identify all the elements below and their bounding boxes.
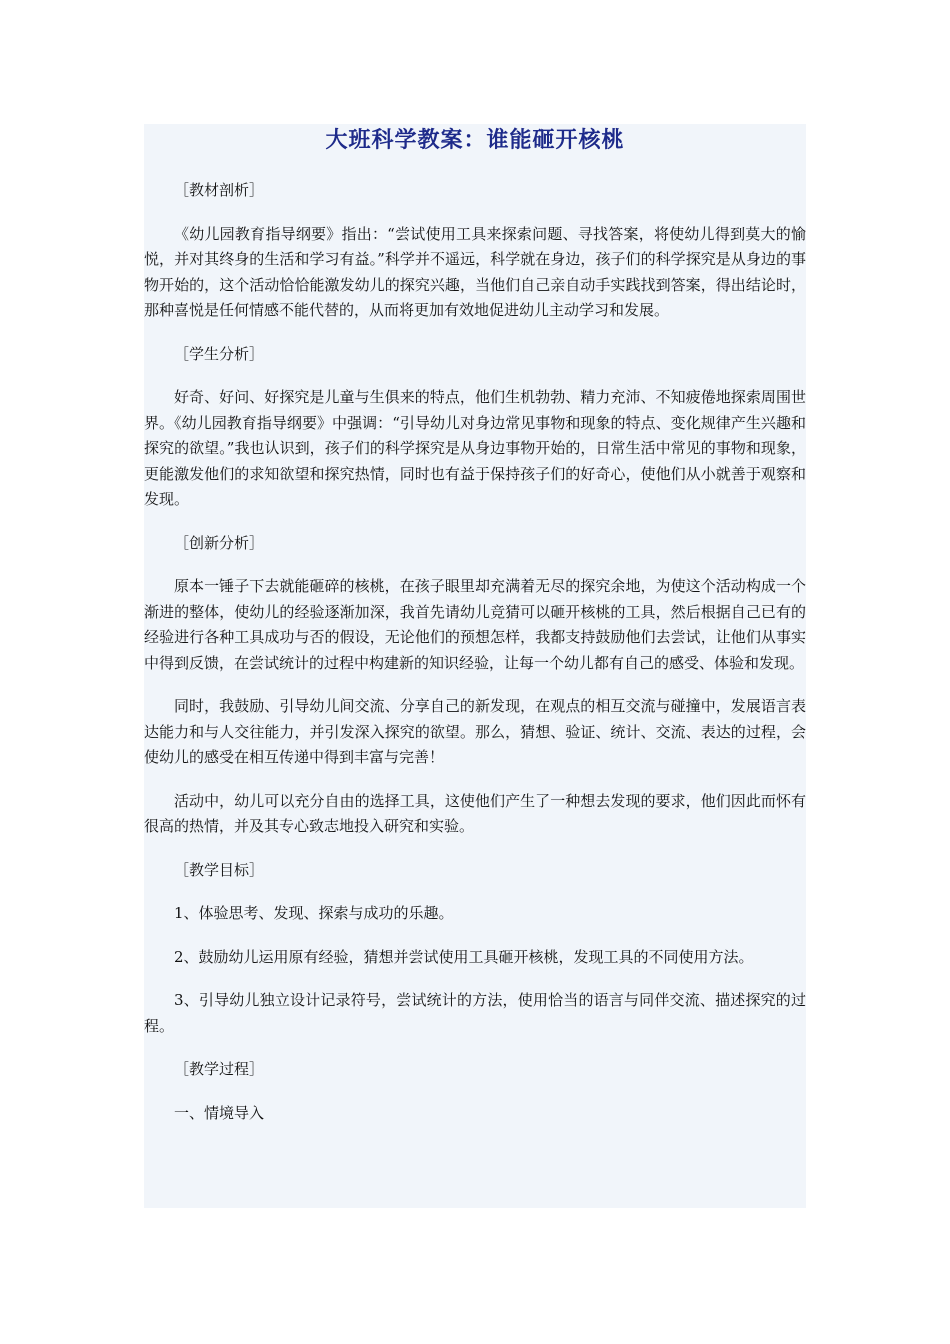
spacer [144, 324, 806, 342]
goal-item-2: 2、鼓励幼儿运用原有经验，猜想并尝试使用工具砸开核桃，发现工具的不同使用方法。 [174, 947, 754, 966]
spacer [144, 927, 806, 945]
spacer [144, 883, 806, 901]
paragraph-students: 好奇、好问、好探究是儿童与生俱来的特点，他们生机勃勃、精力充沛、不知疲倦地探索周围世界。《幼儿园教育指导纲要》中强调：“引导幼儿对身边常见事物和现象的特点、变化规律产生兴趣和探究的欲望。”我也认识到，孩子们的科学探究是从身边事物开始的，日常生活中常见的事物和现象，更能激发他们的求知欲望和探究热情，同时也有益于保持孩子们的好奇心，使他们从小就善于观察和发现。 [144, 388, 806, 508]
spacer [144, 1039, 806, 1057]
goal-item-3: 3、引导幼儿独立设计记录符号，尝试统计的方法，使用恰当的语言与同伴交流、描述探究的过程。 [144, 991, 806, 1035]
spacer [144, 840, 806, 858]
spacer [144, 1083, 806, 1101]
spacer [144, 556, 806, 574]
spacer [144, 204, 806, 222]
paragraph-innovation-1: 原本一锤子下去就能砸碎的核桃，在孩子眼里却充满着无尽的探究余地，为使这个活动构成一个渐进的整体，使幼儿的经验逐渐加深，我首先请幼儿竞猜可以砸开核桃的工具，然后根据自己已有的经验进行各种工具成功与否的假设，无论他们的预想怎样，我都支持鼓励他们去尝试，让他们从事实中得到反馈，在尝试统计的过程中构建新的知识经验，让每一个幼儿都有自己的感受、体验和发现。 [144, 577, 806, 672]
section-heading-innovation: ［创新分析］ [174, 533, 265, 552]
paragraph-innovation-2: 同时，我鼓励、引导幼儿间交流、分享自己的新发现，在观点的相互交流与碰撞中，发展语言表达能力和与人交往能力，并引发深入探究的欲望。那么，猜想、验证、统计、交流、表达的过程，会使幼儿的感受在相互传递中得到丰富与完善！ [144, 697, 806, 766]
section-heading-goals: ［教学目标］ [174, 860, 265, 879]
process-step-1: 一、情境导入 [174, 1103, 265, 1122]
document-title: 大班科学教案：谁能砸开核桃 [325, 127, 625, 153]
spacer [144, 771, 806, 789]
spacer [144, 164, 806, 178]
section-heading-students: ［学生分析］ [174, 344, 265, 363]
section-heading-process: ［教学过程］ [174, 1060, 265, 1078]
paragraph-materials: 《幼儿园教育指导纲要》指出：“尝试使用工具来探索问题、寻找答案，将使幼儿得到莫大的愉悦，并对其终身的生活和学习有益。”科学并不遥远，科学就在身边，孩子们的科学探究是从身边的事物开始的，这个活动恰恰能激发幼儿的探究兴趣，当他们自己亲自动手实践找到答案，得出结论时，那种喜悦是任何情感不能代替的，从而将更加有效地促进幼儿主动学习和发展。 [144, 224, 806, 319]
section-heading-materials: ［教材剖析］ [174, 181, 265, 199]
spacer [144, 970, 806, 988]
paragraph-innovation-3: 活动中，幼儿可以充分自由的选择工具，这使他们产生了一种想去发现的要求，他们因此而怀有很高的热情，并及其专心致志地投入研究和实验。 [144, 791, 806, 835]
spacer [144, 676, 806, 694]
document-content [144, 124, 806, 1208]
goal-item-1: 1、体验思考、发现、探索与成功的乐趣。 [174, 904, 454, 922]
spacer [144, 367, 806, 385]
spacer [144, 513, 806, 531]
